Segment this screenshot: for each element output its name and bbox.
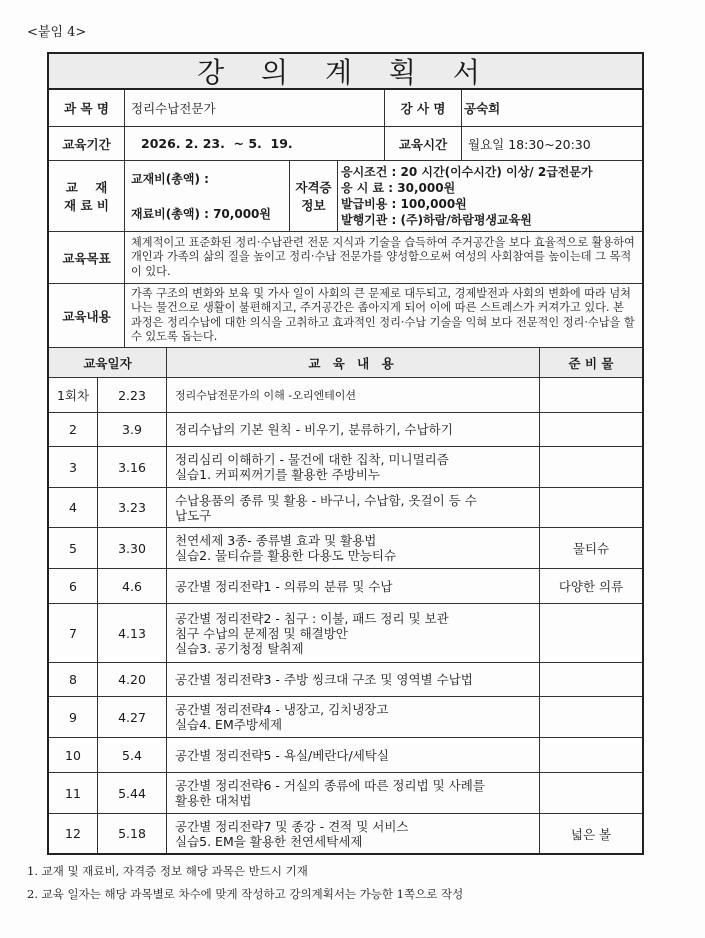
schedule-date: 3.23 (98, 488, 167, 528)
schedule-content (167, 663, 540, 697)
schedule-content-line: 공간별 정리전략3 - 주방 씽크대 구조 및 영역별 수납법 (175, 672, 473, 687)
schedule-content-line: 실습3. 공기청정 탈취제 (175, 640, 304, 656)
schedule-session: 9 (49, 697, 98, 738)
schedule-content-line: 침구 수납의 문제점 및 해결방안 (175, 625, 348, 641)
schedule-date: 3.16 (98, 447, 167, 488)
schedule-session: 11 (49, 773, 98, 814)
schedule-session: 6 (49, 569, 98, 604)
time-label: 교육시간 (385, 127, 462, 161)
materials-fees (125, 161, 290, 232)
schedule-session: 12 (49, 814, 98, 853)
schedule-content (167, 378, 540, 413)
schedule-content-line: 공간별 정리전략5 - 욕실/베란다/세탁실 (175, 747, 389, 763)
schedule-date: 3.30 (98, 528, 167, 569)
schedule-content-line: 납도구 (175, 507, 212, 523)
time-value: 월요일 18:30~20:30 (462, 127, 642, 161)
schedule-prep (540, 447, 642, 488)
schedule-content-line: 정리수납의 기본 원칙 - 비우기, 분류하기, 수납하기 (175, 422, 453, 437)
content-text: 가족 구조의 변화와 보육 및 가사 일이 사회의 큰 문제로 대두되고, 경제발전과 사회의 변화에 따라 넘쳐나는 물건으로 생활이 불편해지고, 주거공간은 좁아지게 되어 이에 따른 스트레스가 커져가고 있다. 본 과정은 정리수납에 대한 의식을 고취하고 효과적인 정리·수납 기술을 익혀 보다 전문적인 정리·수납을 할 수 있도록 돕는다. (125, 284, 642, 348)
schedule-date: 4.6 (98, 569, 167, 604)
materials-label-line2: 재 료 비 (64, 198, 109, 213)
schedule-content-line: 수납용품의 종류 및 활용 - 바구니, 수납함, 옷걸이 등 수 (175, 492, 477, 508)
schedule-prep (540, 697, 642, 738)
materials-label-line1: 교 재 (65, 180, 108, 195)
schedule-content-line: 실습4. EM주방세제 (175, 717, 283, 732)
schedule-prep (540, 488, 642, 528)
schedule-date: 2.23 (98, 378, 167, 413)
schedule-content (167, 528, 540, 569)
cert-info (338, 161, 642, 232)
schedule-prep: 넓은 볼 (570, 826, 612, 842)
schedule-date: 5.4 (98, 738, 167, 773)
schedule-content-line: 공간별 정리전략1 - 의류의 분류 및 수납 (175, 578, 393, 594)
goal-label: 교육목표 (49, 232, 125, 284)
schedule-session: 4 (49, 488, 98, 528)
attachment-label: <붙임 4> (27, 25, 87, 40)
schedule-session: 3 (49, 447, 98, 488)
cert-exam-fee: 응 시 료 : 30,000원 (341, 181, 456, 195)
cert-label-line1: 자격증 (295, 180, 332, 195)
period-value: 2026. 2. 23. ~ 5. 19. (125, 127, 385, 161)
lecture-plan-table (47, 52, 644, 855)
schedule-prep (540, 663, 642, 697)
schedule-session: 8 (49, 663, 98, 697)
footnotes (27, 860, 463, 906)
schedule-content (167, 447, 540, 488)
schedule-session: 10 (49, 738, 98, 773)
cert-issue-fee: 발급비용 : 100,000원 (341, 197, 467, 211)
schedule-date: 4.13 (98, 604, 167, 663)
schedule-content (167, 738, 540, 773)
schedule-session: 2 (49, 413, 98, 447)
materials-label (49, 161, 125, 232)
schedule-content (167, 569, 540, 604)
material-fee: 재료비(총액) : 70,000원 (131, 207, 271, 221)
schedule-content (167, 413, 540, 447)
goal-text: 체계적이고 표준화된 정리·수납관련 전문 지식과 기술을 습득하여 주거공간을 보다 효율적으로 활용하여 개인과 가족의 삶의 질을 높이고 정리·수납 전문가를 양성함으로써 여성의 사회참여를 높이는데 그 목적이 있다. (125, 232, 642, 284)
course-name-label: 과 목 명 (49, 90, 125, 127)
schedule-prep (540, 773, 642, 814)
schedule-content (167, 488, 540, 528)
schedule-content-line: 천연세제 3종- 종류별 효과 및 활용법 (175, 533, 377, 548)
schedule-prep: 물티슈 (540, 528, 642, 569)
footnote-2: 2. 교육 일자는 해당 과목별로 차수에 맞게 작성하고 강의계획서는 가능한 1쪽으로 작성 (27, 887, 464, 901)
cert-label-line2: 정보 (301, 198, 326, 213)
schedule-content (167, 814, 540, 853)
schedule-content-line: 활용한 대처법 (175, 793, 252, 808)
schedule-date: 3.9 (98, 413, 167, 447)
schedule-session: 5 (49, 528, 98, 569)
schedule-content (167, 604, 540, 663)
period-label: 교육기간 (49, 127, 125, 161)
cert-condition: 응시조건 : 20 시간(이수시간) 이상/ 2급전문가 (341, 165, 593, 179)
schedule-session: 1회차 (49, 378, 98, 413)
schedule-content-line: 공간별 정리전략6 - 거실의 종류에 따른 정리법 및 사례를 (175, 778, 485, 793)
page-title: 강 의 계 획 서 (49, 54, 642, 90)
cert-label (290, 161, 338, 232)
schedule-header-date: 교육일자 (49, 348, 167, 378)
schedule-content (167, 773, 540, 814)
schedule-prep (540, 738, 642, 773)
schedule-prep (540, 413, 642, 447)
content-label: 교육내용 (49, 284, 125, 348)
schedule-content-line: 실습5. EM을 활용한 천연세탁세제 (175, 833, 363, 849)
instructor-label: 강 사 명 (385, 90, 462, 127)
schedule-header-content: 교 육 내 용 (167, 348, 540, 378)
schedule-content-line: 공간별 정리전략4 - 냉장고, 김치냉장고 (175, 702, 389, 717)
schedule-content-line: 실습2. 물티슈를 활용한 다용도 만능티슈 (175, 548, 397, 563)
textbook-fee: 교재비(총액) : (131, 172, 209, 186)
schedule-prep (540, 604, 642, 663)
schedule-content-line: 정리수납전문가의 이해 -오리엔테이션 (175, 388, 356, 402)
instructor-value: 공숙희 (462, 90, 642, 127)
schedule-date: 4.20 (98, 663, 167, 697)
schedule-content-line: 공간별 정리전략2 - 침구 : 이불, 패드 정리 및 보관 (175, 610, 449, 626)
schedule-date: 5.44 (98, 773, 167, 814)
footnote-1: 1. 교재 및 재료비, 자격증 정보 해당 과목은 반드시 기재 (27, 864, 308, 878)
schedule-prep: 다양한 의류 (540, 569, 642, 604)
schedule-content-line: 공간별 정리전략7 및 종강 - 견적 및 서비스 (175, 818, 409, 834)
cert-issuer: 발행기관 : (주)하람/하람평생교육원 (341, 213, 532, 227)
schedule-prep (540, 378, 642, 413)
schedule-date: 5.18 (98, 814, 167, 853)
schedule-content (167, 697, 540, 738)
schedule-content-line: 정리심리 이해하기 - 물건에 대한 집착, 미니멀리즘 (175, 452, 449, 467)
schedule-header-prep: 준 비 물 (540, 348, 642, 378)
schedule-date: 4.27 (98, 697, 167, 738)
course-name-value: 정리수납전문가 (125, 90, 385, 127)
schedule-content-line: 실습1. 커피찌꺼기를 활용한 주방비누 (175, 467, 380, 482)
schedule-session: 7 (49, 604, 98, 663)
